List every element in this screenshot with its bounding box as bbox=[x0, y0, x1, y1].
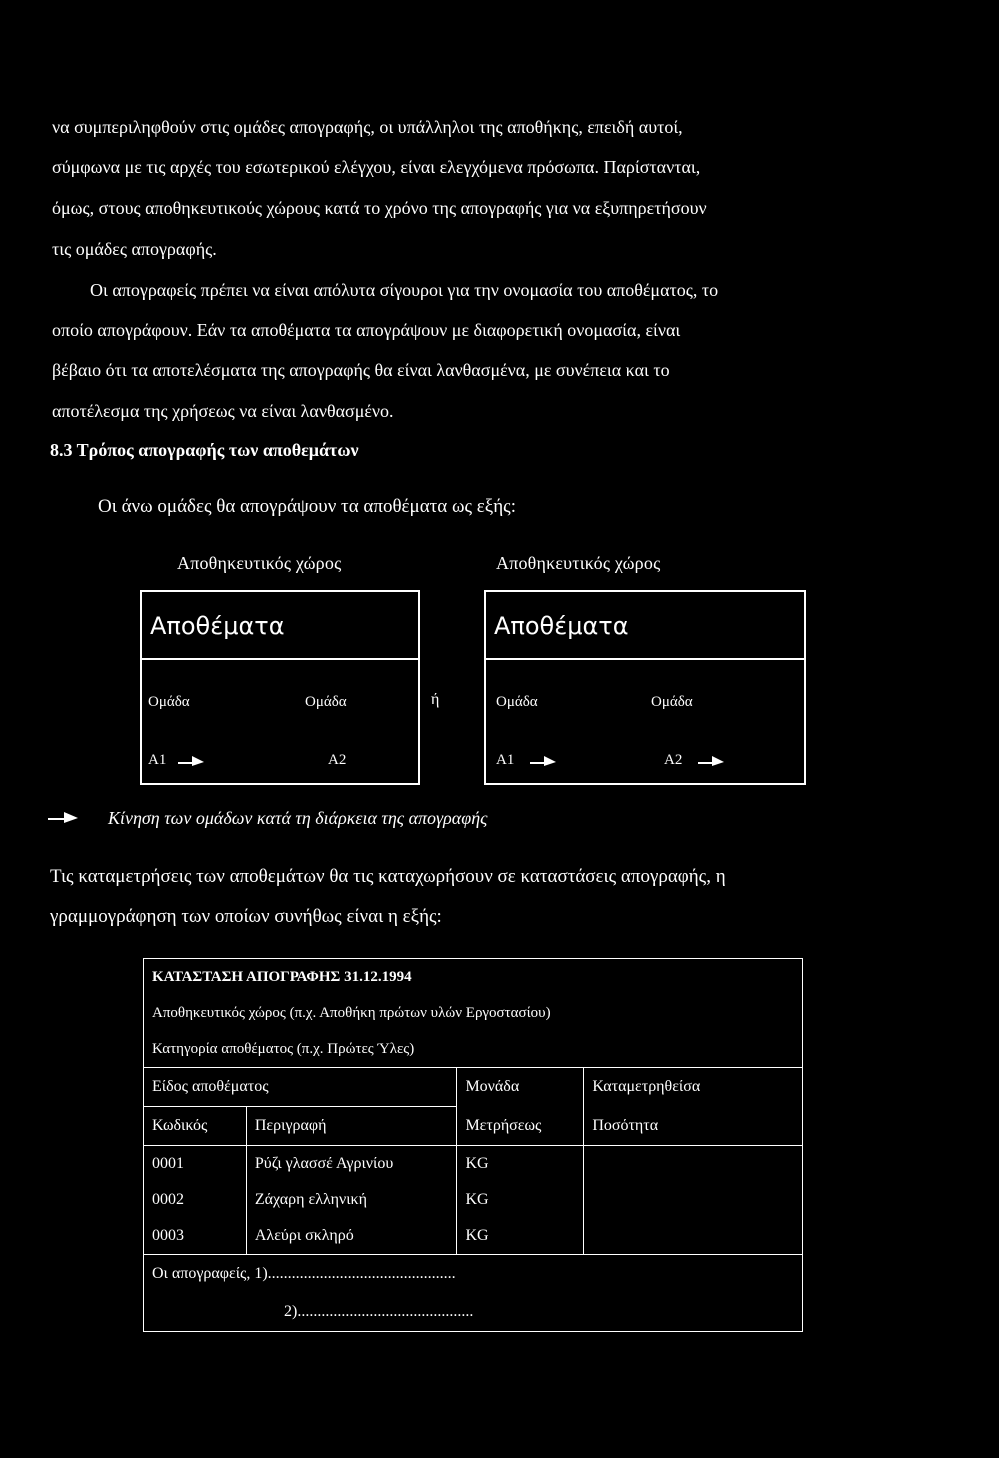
row-qty bbox=[584, 1218, 803, 1255]
paragraph-3-line-2: γραμμογράφηση των οποίων συνήθως είναι η εξής: bbox=[50, 906, 442, 927]
row-qty bbox=[584, 1182, 803, 1218]
group-a2-left-label: Α2 bbox=[328, 752, 347, 768]
group-a1-left bbox=[148, 752, 204, 769]
row-code: 0003 bbox=[144, 1218, 247, 1255]
row-unit: KG bbox=[457, 1146, 584, 1183]
row-qty bbox=[584, 1146, 803, 1183]
col-header-qty-1: Καταμετρηθείσα bbox=[584, 1068, 803, 1107]
paragraph-1-line-4: τις ομάδες απογραφής. bbox=[52, 239, 217, 259]
row-unit: KG bbox=[457, 1218, 584, 1255]
row-desc: Ρύζι γλασσέ Αγρινίου bbox=[246, 1146, 457, 1183]
storage-box-left bbox=[140, 590, 420, 785]
group-a1-right-label: Α1 bbox=[496, 752, 515, 768]
legend-arrow-icon bbox=[48, 809, 78, 825]
group-a1-left-label: Α1 bbox=[148, 752, 167, 768]
group-a1-right bbox=[496, 752, 556, 769]
table-row bbox=[144, 1218, 803, 1255]
signature-line-2: 2)............................................ bbox=[144, 1293, 803, 1332]
group-label-left-2: Ομάδα bbox=[305, 694, 347, 710]
intro-line: Οι άνω ομάδες θα απογράψουν τα αποθέματα ως εξής: bbox=[98, 496, 516, 517]
paragraph-1-line-3: όμως, στους αποθηκευτικούς χώρους κατά το χρόνο της απογραφής για να εξυπηρετήσουν bbox=[52, 198, 707, 218]
col-header-qty-2: Ποσότητα bbox=[584, 1107, 803, 1146]
box-title-left: Αποθέματα bbox=[142, 592, 418, 660]
form-category-line: Κατηγορία αποθέματος (π.χ. Πρώτες Ύλες) bbox=[144, 1031, 803, 1068]
paragraph-1-line-2: σύμφωνα με τις αρχές του εσωτερικού ελέγχου, είναι ελεγχόμενα πρόσωπα. Παρίστανται, bbox=[52, 157, 701, 177]
paragraph-3-line-1: Τις καταμετρήσεις των αποθεμάτων θα τις καταχωρήσουν σε καταστάσεις απογραφής, η bbox=[50, 866, 726, 887]
col-header-unit-2: Μετρήσεως bbox=[457, 1107, 584, 1146]
col-header-unit-1: Μονάδα bbox=[457, 1068, 584, 1107]
row-code: 0001 bbox=[144, 1146, 247, 1183]
diagram-legend: Κίνηση των ομάδων κατά τη διάρκεια της απογραφής bbox=[108, 808, 488, 828]
paragraph-2-line-2: οποίο απογράφουν. Εάν τα αποθέματα τα απογράψουν με διαφορετική ονομασία, είναι bbox=[52, 320, 681, 340]
form-title: ΚΑΤΑΣΤΑΣΗ ΑΠΟΓΡΑΦΗΣ 31.12.1994 bbox=[144, 959, 803, 996]
col-header-desc: Περιγραφή bbox=[246, 1107, 457, 1146]
arrow-right-icon bbox=[178, 754, 204, 768]
group-label-right-1: Ομάδα bbox=[496, 694, 538, 710]
paragraph-2-line-3: βέβαιο ότι τα αποτελέσματα της απογραφής θα είναι λανθασμένα, με συνέπεια και το bbox=[52, 360, 670, 380]
col-header-code: Κωδικός bbox=[144, 1107, 247, 1146]
group-a2-right bbox=[664, 752, 724, 769]
storage-label-right: Αποθηκευτικός χώρος bbox=[496, 553, 661, 573]
group-label-left-1: Ομάδα bbox=[148, 694, 190, 710]
box-title-right: Αποθέματα bbox=[486, 592, 804, 660]
paragraph-1-line-1: να συμπεριληφθούν στις ομάδες απογραφής, οι υπάλληλοι της αποθήκης, επειδή αυτοί, bbox=[52, 117, 683, 137]
form-storage-line: Αποθηκευτικός χώρος (π.χ. Αποθήκη πρώτων υλών Εργοστασίου) bbox=[144, 995, 803, 1031]
col-header-item: Είδος αποθέματος bbox=[144, 1068, 457, 1107]
storage-box-right bbox=[484, 590, 806, 785]
signature-line-1: Οι απογραφείς, 1)............................................... bbox=[144, 1255, 803, 1294]
table-row bbox=[144, 1182, 803, 1218]
paragraph-2-line-1: Οι απογραφείς πρέπει να είναι απόλυτα σίγουροι για την ονομασία του αποθέματος, το bbox=[90, 280, 719, 300]
paragraph-2-line-4: αποτέλεσμα της χρήσεως να είναι λανθασμένο. bbox=[52, 401, 394, 421]
row-desc: Ζάχαρη ελληνική bbox=[246, 1182, 457, 1218]
table-row bbox=[144, 1146, 803, 1183]
group-label-right-2: Ομάδα bbox=[651, 694, 693, 710]
row-code: 0002 bbox=[144, 1182, 247, 1218]
group-a2-right-label: Α2 bbox=[664, 752, 683, 768]
or-word: ή bbox=[431, 691, 440, 708]
row-desc: Αλεύρι σκληρό bbox=[246, 1218, 457, 1255]
row-unit: KG bbox=[457, 1182, 584, 1218]
inventory-form bbox=[143, 958, 803, 1332]
storage-label-left: Αποθηκευτικός χώρος bbox=[177, 553, 342, 573]
section-heading: 8.3 Τρόπος απογραφής των αποθεμάτων bbox=[50, 440, 359, 460]
arrow-right-icon bbox=[698, 754, 724, 768]
arrow-right-icon bbox=[530, 754, 556, 768]
